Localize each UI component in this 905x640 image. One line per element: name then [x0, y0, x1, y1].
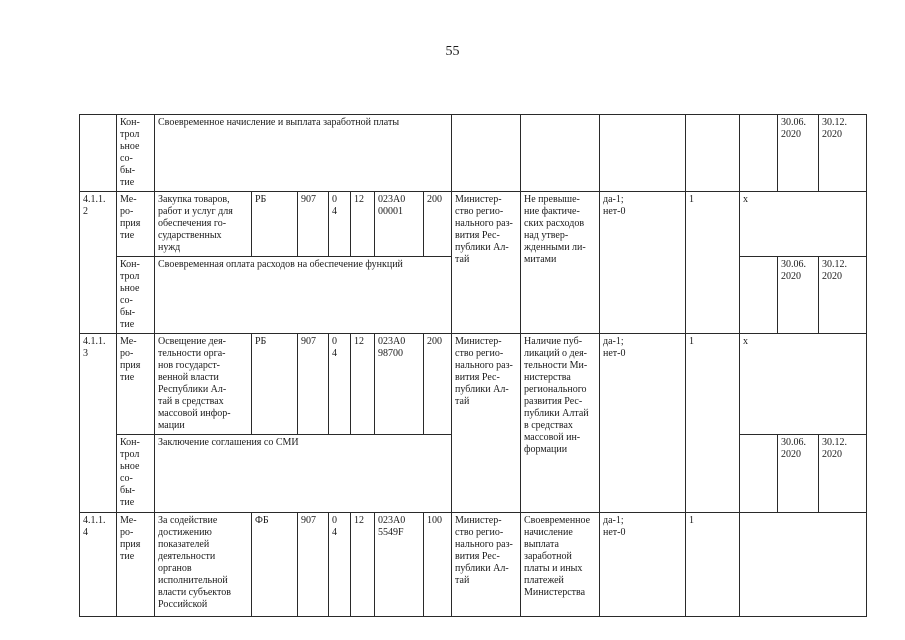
type-cell: Ме- ро- прия тие	[117, 192, 155, 257]
grbs-cell: 907	[298, 192, 329, 257]
pr-cell: 12	[351, 192, 375, 257]
page-number: 55	[445, 44, 460, 59]
executor-cell	[452, 115, 521, 192]
rz-cell: 0 4	[329, 192, 351, 257]
date-cell: 30.12. 2020	[819, 115, 867, 192]
activities-table	[79, 114, 867, 617]
x-cell: x	[740, 334, 867, 435]
name-cell: Освещение дея- тельности орга- нов государст- венной власти Республики Ал- тай в средствах массовой инфор- мации	[155, 334, 252, 435]
table-row	[80, 513, 867, 617]
event-name-cell: Своевременная оплата расходов на обеспечение функций	[155, 257, 452, 334]
source-cell: РБ	[252, 334, 298, 435]
executor-cell: Министер- ство регио- нального раз- вития Рес- публики Ал- тай	[452, 192, 521, 334]
event-name-cell: Заключение соглашения со СМИ	[155, 435, 452, 513]
rz-cell: 0 4	[329, 513, 351, 617]
type-cell: Кон- трол ьное со- бы- тие	[117, 257, 155, 334]
value-cell: 1	[686, 513, 740, 617]
table-row	[80, 334, 867, 435]
empty-cell	[740, 513, 867, 617]
unit-cell: да-1; нет-0	[600, 513, 686, 617]
executor-cell: Министер- ство регио- нального раз- вития Рес- публики Ал- тай	[452, 513, 521, 617]
value-cell	[686, 115, 740, 192]
num-cell: 4.1.1. 2	[80, 192, 117, 334]
type-cell: Ме- ро- прия тие	[117, 513, 155, 617]
vr-cell: 100	[424, 513, 452, 617]
num-cell	[80, 115, 117, 192]
unit-cell: да-1; нет-0	[600, 192, 686, 334]
empty-cell	[740, 435, 778, 513]
empty-cell	[740, 257, 778, 334]
grbs-cell: 907	[298, 513, 329, 617]
csr-cell: 023A0 00001	[375, 192, 424, 257]
type-cell: Кон- трол ьное со- бы- тие	[117, 115, 155, 192]
csr-cell: 023A0 98700	[375, 334, 424, 435]
vr-cell: 200	[424, 334, 452, 435]
date-cell: 30.06. 2020	[778, 257, 819, 334]
x-cell: x	[740, 192, 867, 257]
indicator-cell: Своевременное начисление выплата заработной платы и иных платежей Министерства	[521, 513, 600, 617]
date-cell: 30.12. 2020	[819, 257, 867, 334]
num-cell: 4.1.1. 3	[80, 334, 117, 513]
table-row	[80, 115, 867, 192]
value-cell: 1	[686, 192, 740, 334]
indicator-cell: Наличие пуб- ликаций о дея- тельности Ми- нистерства регионального развития Рес- публики Алтай в средствах массовой ин- формации	[521, 334, 600, 513]
indicator-cell	[521, 115, 600, 192]
value-cell: 1	[686, 334, 740, 513]
source-cell: ФБ	[252, 513, 298, 617]
date-cell: 30.06. 2020	[778, 435, 819, 513]
name-cell: За содействие достижению показателей деятельности органов исполнительной власти субъектов Российской	[155, 513, 252, 617]
date-cell: 30.12. 2020	[819, 435, 867, 513]
indicator-cell: Не превыше- ние фактиче- ских расходов над утвер- жденными ли- митами	[521, 192, 600, 334]
rz-cell: 0 4	[329, 334, 351, 435]
pr-cell: 12	[351, 513, 375, 617]
num-cell: 4.1.1. 4	[80, 513, 117, 617]
grbs-cell: 907	[298, 334, 329, 435]
name-cell: Закупка товаров, работ и услуг для обеспечения го- сударственных нужд	[155, 192, 252, 257]
csr-cell: 023A0 5549F	[375, 513, 424, 617]
unit-cell: да-1; нет-0	[600, 334, 686, 513]
type-cell: Ме- ро- прия тие	[117, 334, 155, 435]
date-cell: 30.06. 2020	[778, 115, 819, 192]
type-cell: Кон- трол ьное со- бы- тие	[117, 435, 155, 513]
unit-cell	[600, 115, 686, 192]
executor-cell: Министер- ство регио- нального раз- вития Рес- публики Ал- тай	[452, 334, 521, 513]
source-cell: РБ	[252, 192, 298, 257]
empty-cell	[740, 115, 778, 192]
pr-cell: 12	[351, 334, 375, 435]
event-name-cell: Своевременное начисление и выплата заработной платы	[155, 115, 452, 192]
table-row	[80, 192, 867, 257]
vr-cell: 200	[424, 192, 452, 257]
